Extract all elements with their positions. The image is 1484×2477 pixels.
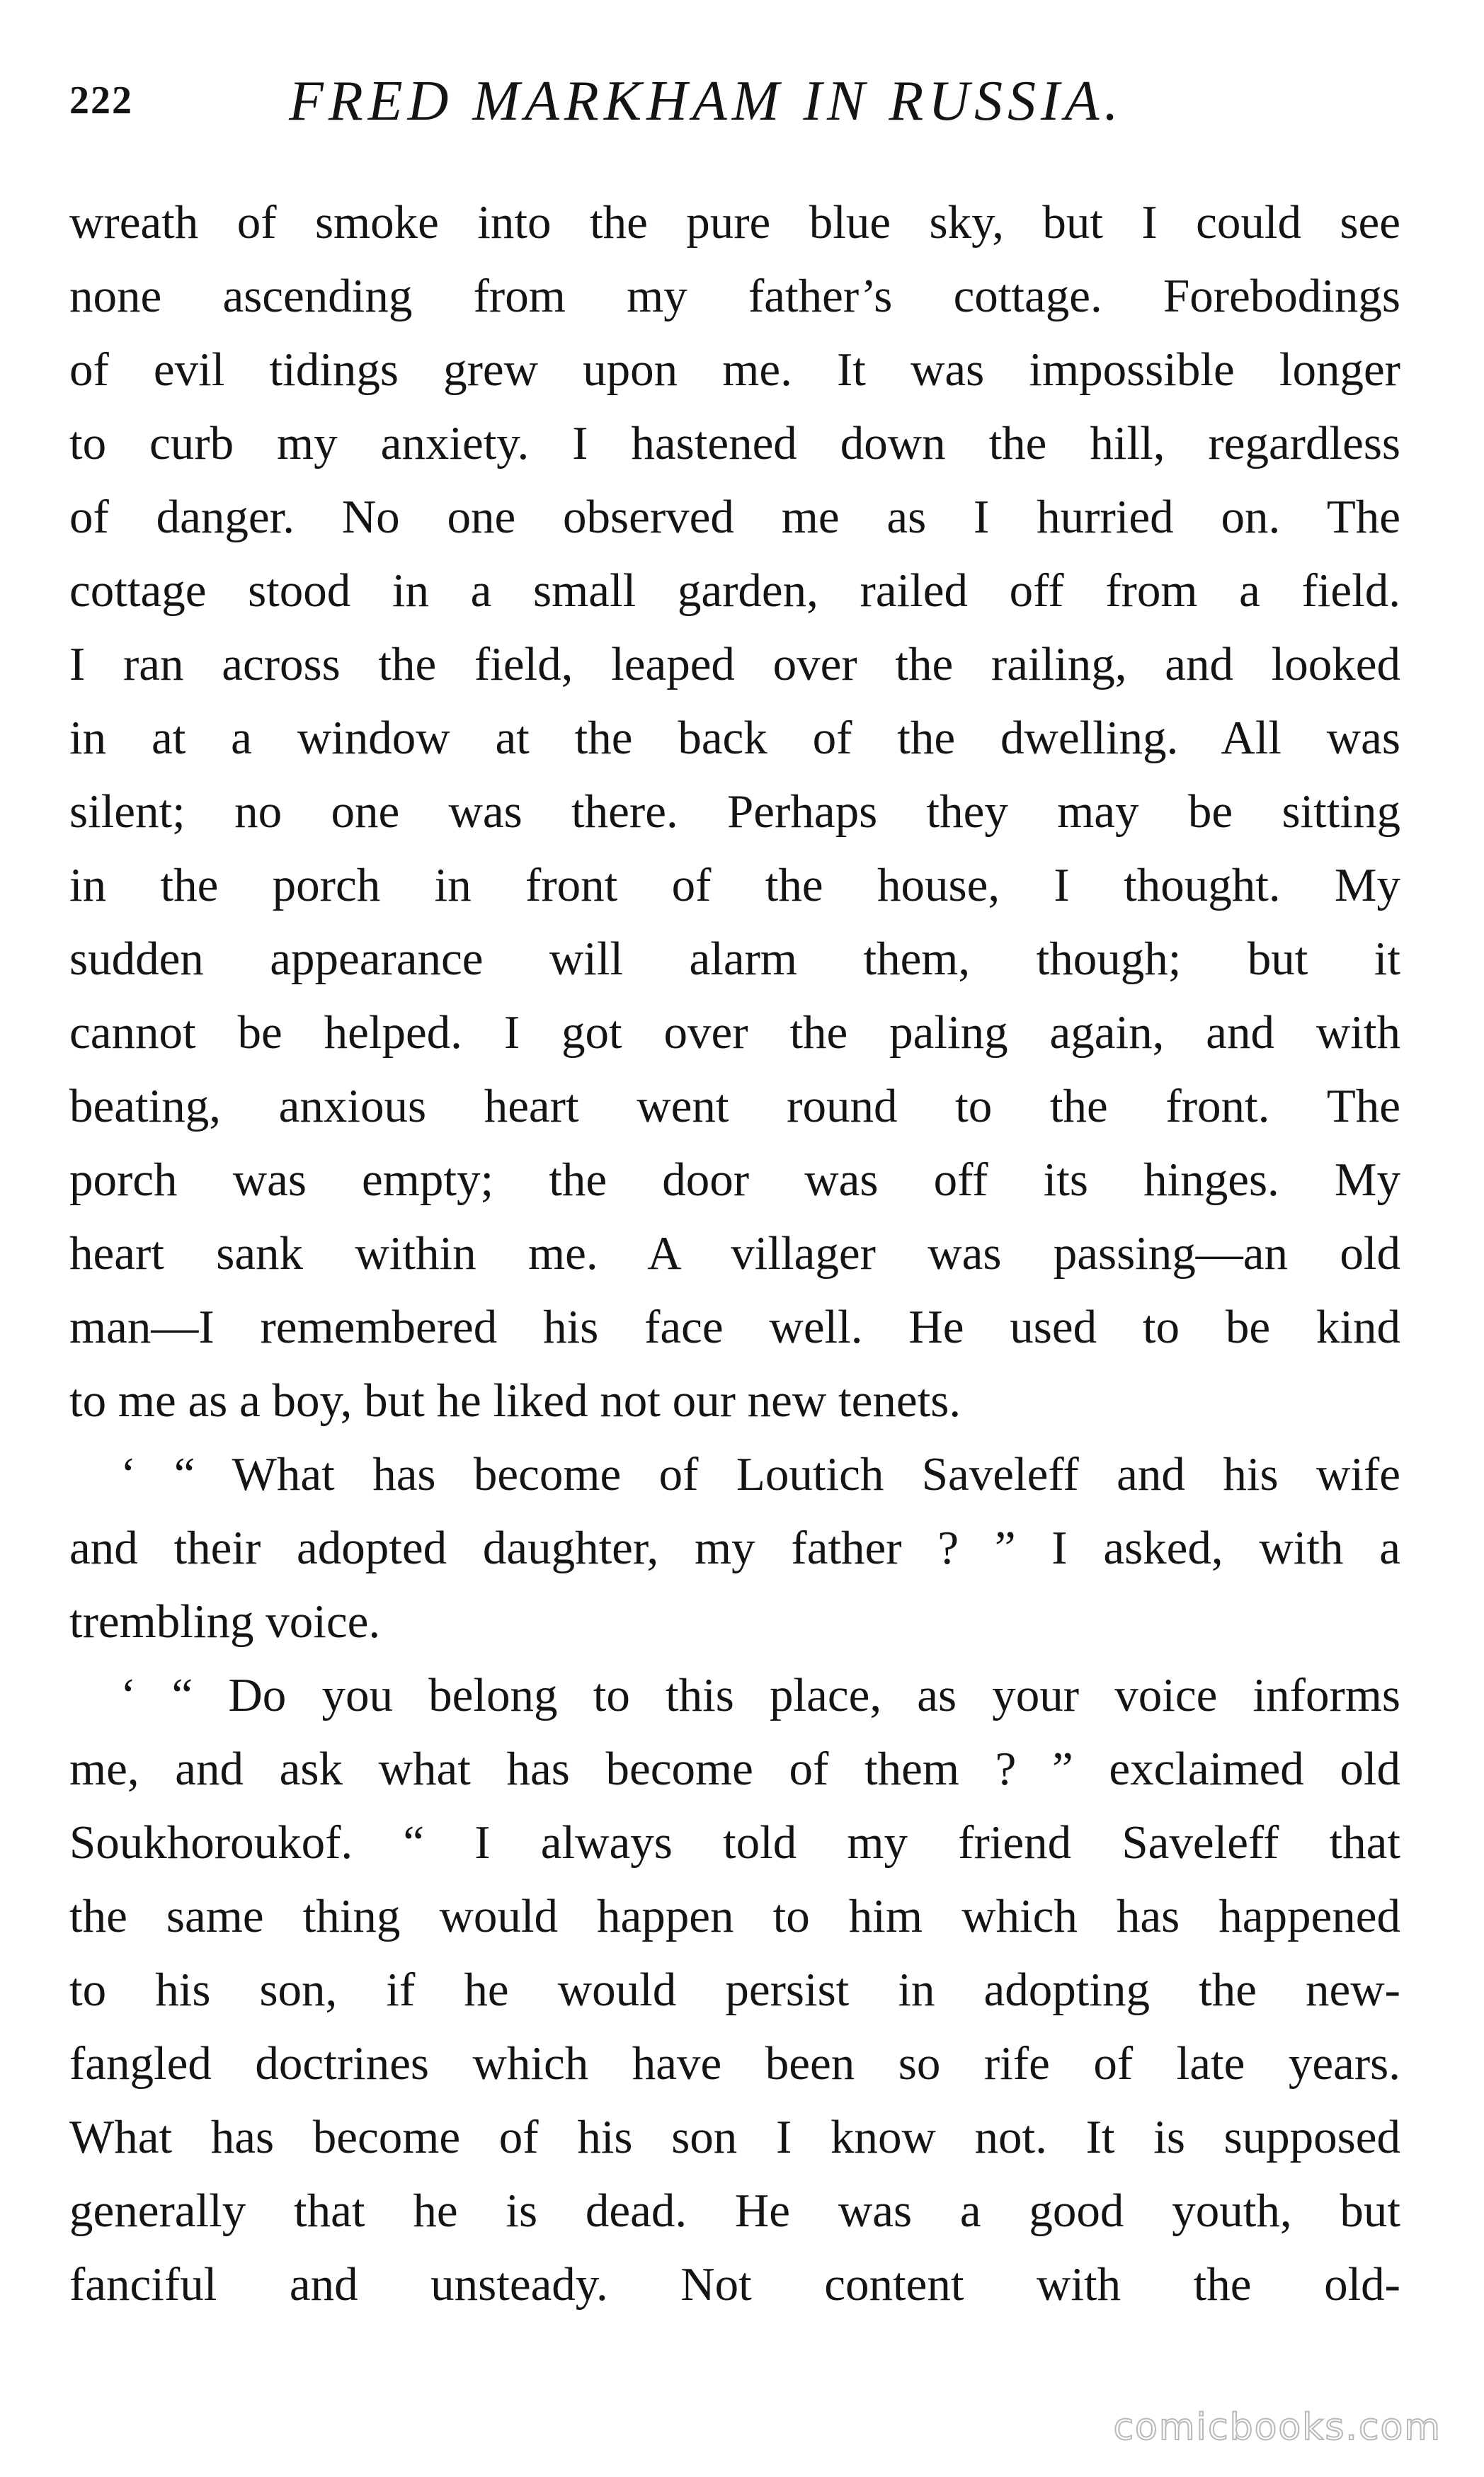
text-line: silent; no one was there. Perhaps they may be sitting [69, 785, 1400, 838]
watermark: comicbooks.com [1113, 2406, 1442, 2449]
text-line: fangled doctrines which have been so rife of late years. [69, 2037, 1400, 2090]
text-line: of danger. No one observed me as I hurried on. The [69, 491, 1400, 543]
running-title: FRED MARKHAM IN RUSSIA. [289, 70, 1124, 132]
body-text [69, 186, 1400, 2321]
text-line: me, and ask what has become of them ? ” exclaimed old [69, 1743, 1400, 1795]
text-line: porch was empty; the door was off its hinges. My [69, 1154, 1400, 1206]
text-line: ‘ “ Do you belong to this place, as your voice informs [120, 1669, 1400, 1721]
text-line: the same thing would happen to him which has happened [69, 1890, 1400, 1942]
text-line: generally that he is dead. He was a good youth, but [69, 2185, 1400, 2237]
text-line: to me as a boy, but he liked not our new tenets. [69, 1374, 961, 1427]
page-number: 222 [69, 79, 133, 123]
text-line: cottage stood in a small garden, railed off from a field. [69, 564, 1400, 617]
text-line: to his son, if he would persist in adopting the new- [69, 1964, 1400, 2016]
text-line: heart sank within me. A villager was passing—an old [69, 1227, 1400, 1280]
text-line: of evil tidings grew upon me. It was impossible longer [69, 343, 1400, 396]
text-line: What has become of his son I know not. It is supposed [69, 2111, 1400, 2163]
text-line: cannot be helped. I got over the paling again, and with [69, 1006, 1400, 1059]
text-line: in at a window at the back of the dwelling. All was [69, 712, 1400, 764]
text-line: sudden appearance will alarm them, though; but it [69, 933, 1400, 985]
text-line: I ran across the field, leaped over the railing, and looked [69, 638, 1400, 690]
text-line: trembling voice. [69, 1595, 381, 1648]
text-line: none ascending from my father’s cottage. Forebodings [69, 270, 1400, 322]
text-line: to curb my anxiety. I hastened down the hill, regardless [69, 417, 1400, 469]
text-line: in the porch in front of the house, I thought. My [69, 859, 1400, 911]
text-line: and their adopted daughter, my father ? ” I asked, with a [69, 1522, 1400, 1574]
page-header [69, 69, 1400, 133]
text-line: fanciful and unsteady. Not content with the old- [69, 2258, 1400, 2311]
text-line: ‘ “ What has become of Loutich Saveleff and his wife [120, 1448, 1400, 1501]
text-line: Soukhoroukof. “ I always told my friend Saveleff that [69, 1816, 1400, 1869]
text-line: wreath of smoke into the pure blue sky, but I could see [69, 196, 1400, 249]
text-line: beating, anxious heart went round to the front. The [69, 1080, 1400, 1132]
text-line: man—I remembered his face well. He used to be kind [69, 1301, 1400, 1353]
